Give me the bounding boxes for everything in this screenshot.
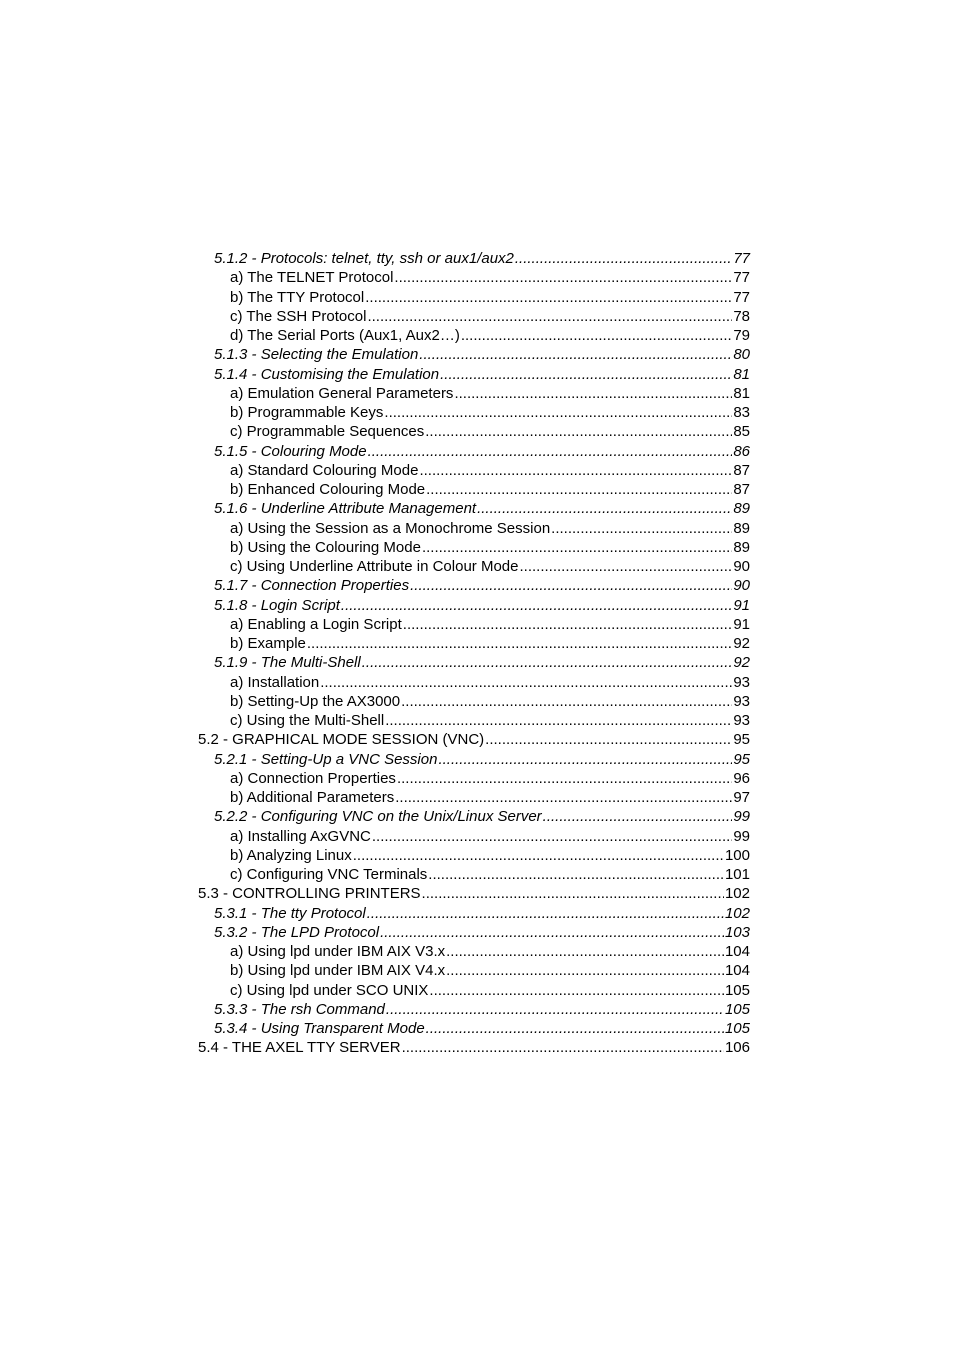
toc-entry-title: a) The TELNET Protocol (230, 269, 394, 287)
dot-leader (454, 384, 732, 403)
toc-entry-title: 5.1.6 - Underline Attribute Management (214, 500, 477, 518)
dot-leader (372, 827, 732, 846)
toc-entry-title: 5.1.8 - Login Script (214, 596, 340, 614)
toc-entry[interactable] (198, 884, 750, 903)
toc-entry-page-number: 79 (733, 327, 750, 344)
toc-entry[interactable] (198, 904, 750, 923)
toc-entry-page-number: 81 (733, 384, 750, 402)
toc-entry[interactable] (198, 403, 750, 422)
dot-leader (401, 692, 732, 711)
dot-leader (429, 981, 724, 1000)
toc-entry-title: b) Using lpd under IBM AIX V4.x (230, 962, 446, 980)
dot-leader (440, 365, 732, 384)
toc-entry[interactable] (198, 981, 750, 1000)
dot-leader (367, 904, 724, 923)
toc-entry-title: d) The Serial Ports (Aux1, Aux2…) (230, 327, 460, 344)
toc-entry[interactable] (198, 461, 750, 480)
toc-entry-title: 5.2.2 - Configuring VNC on the Unix/Linux Server (214, 808, 542, 826)
toc-entry-page-number: 89 (733, 519, 750, 537)
toc-entry[interactable] (198, 807, 750, 826)
toc-entry-page-number: 77 (733, 250, 750, 267)
toc-entry-title: c) Using lpd under SCO UNIX (230, 981, 429, 999)
dot-leader (419, 461, 732, 480)
toc-entry-page-number: 91 (733, 615, 750, 633)
toc-entry[interactable] (198, 942, 750, 961)
toc-entry-title: c) Configuring VNC Terminals (230, 866, 428, 883)
toc-entry-title: 5.3.4 - Using Transparent Mode (214, 1020, 425, 1037)
toc-entry[interactable] (198, 1038, 750, 1057)
toc-entry-title: b) Additional Parameters (230, 789, 395, 806)
dot-leader (543, 807, 733, 826)
dot-leader (438, 750, 732, 769)
dot-leader (395, 788, 732, 807)
dot-leader (485, 730, 732, 749)
dot-leader (384, 403, 732, 422)
dot-leader (380, 923, 724, 942)
toc-entry[interactable] (198, 538, 750, 557)
toc-entry[interactable] (198, 557, 750, 576)
toc-entry-page-number: 103 (724, 923, 750, 941)
toc-entry-page-number: 105 (724, 981, 750, 999)
toc-entry-page-number: 78 (733, 307, 750, 325)
toc-entry-title: 5.3.2 - The LPD Protocol (214, 923, 380, 941)
toc-entry-page-number: 95 (733, 731, 750, 749)
toc-entry-page-number: 96 (733, 769, 750, 787)
dot-leader (410, 576, 732, 595)
toc-entry-title: c) The SSH Protocol (230, 307, 367, 325)
toc-entry-title: c) Using Underline Attribute in Colour Mode (230, 558, 519, 575)
toc-entry[interactable] (198, 365, 750, 384)
toc-entry[interactable] (198, 865, 750, 884)
toc-entry[interactable] (198, 846, 750, 865)
toc-entry-title: 5.4 - THE AXEL TTY SERVER (198, 1039, 401, 1057)
toc-entry-page-number: 105 (724, 1020, 750, 1037)
toc-entry-title: a) Emulation General Parameters (230, 384, 454, 402)
dot-leader (446, 942, 724, 961)
dot-leader (425, 422, 732, 441)
dot-leader (515, 249, 732, 268)
toc-entry[interactable] (198, 499, 750, 518)
toc-entry-title: 5.1.5 - Colouring Mode (214, 442, 367, 460)
toc-entry-page-number: 101 (724, 866, 750, 883)
toc-entry-page-number: 99 (733, 827, 750, 845)
toc-entry[interactable] (198, 769, 750, 788)
dot-leader (426, 1019, 724, 1038)
toc-entry[interactable] (198, 961, 750, 980)
toc-entry-page-number: 102 (724, 904, 750, 922)
dot-leader (477, 499, 732, 518)
toc-entry-title: 5.3 - CONTROLLING PRINTERS (198, 885, 421, 903)
dot-leader (428, 865, 724, 884)
dot-leader (367, 307, 732, 326)
dot-leader (353, 846, 724, 865)
toc-entry[interactable] (198, 519, 750, 538)
toc-entry-title: a) Installation (230, 673, 320, 691)
dot-leader (551, 519, 732, 538)
toc-entry-page-number: 90 (733, 577, 750, 595)
toc-entry-page-number: 91 (733, 596, 750, 614)
toc-entry-title: 5.1.3 - Selecting the Emulation (214, 346, 419, 364)
toc-entry[interactable] (198, 923, 750, 942)
toc-entry[interactable] (198, 615, 750, 634)
dot-leader (386, 1000, 724, 1019)
toc-entry-page-number: 106 (724, 1039, 750, 1057)
toc-entry[interactable] (198, 596, 750, 615)
toc-entry-title: a) Connection Properties (230, 769, 396, 787)
toc-entry-page-number: 77 (733, 269, 750, 287)
toc-entry-title: b) The TTY Protocol (230, 288, 365, 306)
toc-entry-page-number: 104 (724, 943, 750, 960)
toc-entry[interactable] (198, 249, 750, 268)
toc-entry-page-number: 99 (733, 808, 750, 826)
dot-leader (403, 615, 733, 634)
toc-entry[interactable] (198, 653, 750, 672)
toc-entry-title: c) Using the Multi-Shell (230, 712, 385, 729)
toc-entry[interactable] (198, 480, 750, 499)
toc-entry-title: b) Enhanced Colouring Mode (230, 481, 426, 498)
toc-entry-title: 5.3.3 - The rsh Command (214, 1000, 385, 1018)
toc-entry-title: b) Analyzing Linux (230, 846, 352, 864)
toc-entry-page-number: 105 (724, 1000, 750, 1018)
dot-leader (519, 557, 732, 576)
dot-leader (419, 345, 732, 364)
toc-entry-title: b) Setting-Up the AX3000 (230, 692, 401, 710)
toc-entry-page-number: 85 (733, 423, 750, 441)
toc-entry-page-number: 97 (733, 789, 750, 806)
toc-entry-page-number: 93 (733, 692, 750, 710)
toc-entry-page-number: 104 (724, 962, 750, 980)
toc-entry-page-number: 95 (733, 750, 750, 768)
toc-entry-title: b) Example (230, 635, 306, 652)
toc-entry-title: a) Standard Colouring Mode (230, 461, 419, 479)
toc-entry-title: b) Using the Colouring Mode (230, 538, 421, 556)
toc-entry[interactable] (198, 422, 750, 441)
dot-leader (426, 480, 732, 499)
toc-entry-page-number: 89 (733, 500, 750, 518)
toc-entry[interactable] (198, 326, 750, 345)
toc-entry-title: 5.1.4 - Customising the Emulation (214, 365, 440, 383)
toc-entry-title: a) Using the Session as a Monochrome Session (230, 519, 551, 537)
toc-entry-page-number: 86 (733, 442, 750, 460)
dot-leader (397, 769, 732, 788)
dot-leader (362, 653, 733, 672)
toc-entry-page-number: 77 (733, 288, 750, 306)
toc-entry[interactable] (198, 692, 750, 711)
toc-entry-page-number: 102 (724, 885, 750, 903)
toc-entry-page-number: 83 (733, 404, 750, 421)
dot-leader (422, 538, 732, 557)
table-of-contents (198, 249, 750, 1058)
dot-leader (402, 1038, 724, 1057)
toc-entry-page-number: 92 (733, 635, 750, 652)
toc-entry[interactable] (198, 345, 750, 364)
toc-entry-title: 5.2.1 - Setting-Up a VNC Session (214, 750, 438, 768)
toc-entry-title: 5.2 - GRAPHICAL MODE SESSION (VNC) (198, 731, 485, 749)
toc-entry-page-number: 90 (733, 558, 750, 575)
toc-entry-title: a) Enabling a Login Script (230, 615, 402, 633)
toc-entry-page-number: 93 (733, 673, 750, 691)
dot-leader (461, 326, 732, 345)
toc-entry-title: 5.3.1 - The tty Protocol (214, 904, 366, 922)
dot-leader (422, 884, 724, 903)
toc-entry-title: 5.1.7 - Connection Properties (214, 577, 410, 595)
toc-entry-page-number: 87 (733, 481, 750, 498)
toc-entry-title: 5.1.9 - The Multi-Shell (214, 654, 361, 672)
dot-leader (394, 268, 732, 287)
toc-entry[interactable] (198, 1000, 750, 1019)
toc-entry-page-number: 92 (733, 654, 750, 672)
dot-leader (307, 634, 732, 653)
toc-entry[interactable] (198, 442, 750, 461)
toc-entry-page-number: 80 (733, 346, 750, 364)
dot-leader (446, 961, 724, 980)
toc-entry-title: a) Using lpd under IBM AIX V3.x (230, 943, 446, 960)
toc-entry-page-number: 100 (724, 846, 750, 864)
toc-entry-page-number: 87 (733, 461, 750, 479)
toc-entry[interactable] (198, 576, 750, 595)
toc-entry[interactable] (198, 827, 750, 846)
dot-leader (365, 288, 732, 307)
toc-entry[interactable] (198, 750, 750, 769)
toc-entry[interactable] (198, 788, 750, 807)
dot-leader (320, 673, 732, 692)
toc-entry-title: b) Programmable Keys (230, 404, 384, 421)
toc-entry[interactable] (198, 634, 750, 653)
toc-entry[interactable] (198, 307, 750, 326)
toc-entry-title: a) Installing AxGVNC (230, 827, 371, 845)
toc-entry[interactable] (198, 1019, 750, 1038)
toc-entry-page-number: 93 (733, 712, 750, 729)
toc-entry[interactable] (198, 384, 750, 403)
toc-entry[interactable] (198, 268, 750, 287)
toc-entry-page-number: 89 (733, 538, 750, 556)
toc-entry[interactable] (198, 673, 750, 692)
toc-entry[interactable] (198, 288, 750, 307)
dot-leader (341, 596, 732, 615)
toc-entry[interactable] (198, 711, 750, 730)
toc-entry-title: 5.1.2 - Protocols: telnet, tty, ssh or aux1/aux2 (214, 250, 514, 267)
toc-entry[interactable] (198, 730, 750, 749)
dot-leader (368, 442, 733, 461)
toc-entry-page-number: 81 (733, 365, 750, 383)
dot-leader (385, 711, 732, 730)
toc-entry-title: c) Programmable Sequences (230, 423, 425, 441)
